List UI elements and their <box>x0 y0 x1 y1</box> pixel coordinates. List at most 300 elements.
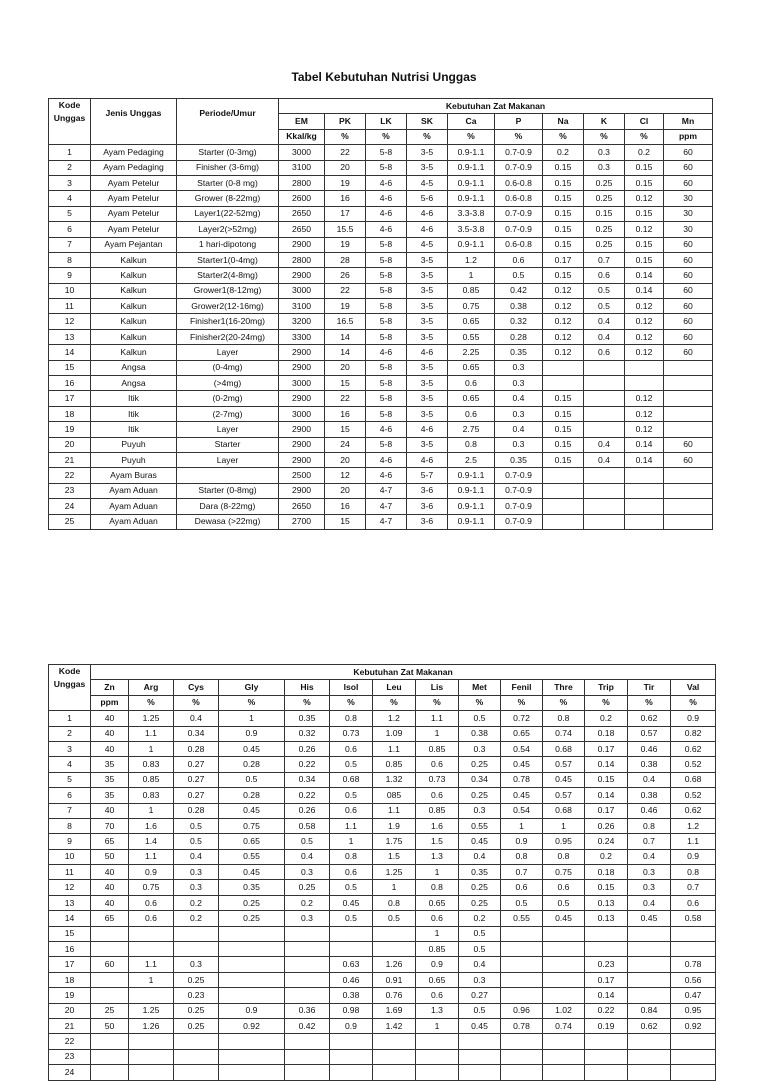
table-cell: 0.22 <box>585 1003 628 1018</box>
table-cell: 0.28 <box>495 329 543 344</box>
table-cell: 0.4 <box>495 391 543 406</box>
table-cell: 0.25 <box>459 788 501 803</box>
table-cell: Grower2(12-16mg) <box>177 299 279 314</box>
table-cell <box>91 972 129 987</box>
table-cell: (0-4mg) <box>177 360 279 375</box>
table-cell: Starter2(4-8mg) <box>177 268 279 283</box>
table-cell: 0.73 <box>330 726 373 741</box>
table-cell: Finisher (3-6mg) <box>177 160 279 175</box>
table-cell: 2800 <box>279 175 325 190</box>
table-cell: 0.4 <box>459 957 501 972</box>
table-cell <box>543 514 584 529</box>
table-cell: 40 <box>91 865 129 880</box>
table-cell: Dara (8-22mg) <box>177 499 279 514</box>
table-cell: 0.14 <box>625 283 664 298</box>
table-cell: 0.15 <box>543 222 584 237</box>
table-cell <box>584 376 625 391</box>
kode-cell: 5 <box>49 206 91 221</box>
table-cell: 0.4 <box>584 437 625 452</box>
table-cell <box>501 988 543 1003</box>
table-cell: 5-8 <box>366 283 407 298</box>
table-cell: 0.2 <box>543 145 584 160</box>
nutrition-table-2 <box>48 664 716 1081</box>
table-cell: 0.5 <box>543 895 585 910</box>
table-cell: 22 <box>325 145 366 160</box>
table-cell: 0.83 <box>129 788 174 803</box>
table-cell: 0.6 <box>330 803 373 818</box>
table-cell: 4-6 <box>407 222 448 237</box>
table-cell: 0.9-1.1 <box>448 237 495 252</box>
table-cell: 3000 <box>279 406 325 421</box>
table-row <box>49 772 716 787</box>
kode-cell: 10 <box>49 283 91 298</box>
table-cell <box>543 483 584 498</box>
table-cell: 0.24 <box>585 834 628 849</box>
table-cell: 2700 <box>279 514 325 529</box>
table-cell: 4-6 <box>366 345 407 360</box>
table-cell <box>543 1065 585 1080</box>
table-cell <box>664 483 713 498</box>
table-cell: 0.12 <box>543 329 584 344</box>
table-cell: Starter (0-8 mg) <box>177 175 279 190</box>
kode-cell: 14 <box>49 345 91 360</box>
table-row <box>49 299 713 314</box>
table-cell: 1.26 <box>129 1018 174 1033</box>
table-cell <box>330 1065 373 1080</box>
table-cell <box>285 1034 330 1049</box>
table-cell: Layer1(22-52mg) <box>177 206 279 221</box>
table-cell: 0.4 <box>584 329 625 344</box>
table-cell: 0.28 <box>174 741 219 756</box>
table-cell: 0.45 <box>219 741 285 756</box>
table-row <box>49 818 716 833</box>
table-cell: 25 <box>91 1003 129 1018</box>
table-row <box>49 757 716 772</box>
table-cell: 0.73 <box>416 772 459 787</box>
table-cell: 0.2 <box>459 911 501 926</box>
table-cell: 0.5 <box>330 880 373 895</box>
table-cell: 0.92 <box>671 1018 716 1033</box>
table-cell: 0.45 <box>330 895 373 910</box>
table-cell <box>671 942 716 957</box>
table-cell <box>625 468 664 483</box>
table-cell: 1 <box>330 834 373 849</box>
table-cell: 22 <box>325 283 366 298</box>
unit-header: % <box>366 129 407 144</box>
table-cell: 0.6 <box>584 345 625 360</box>
table-cell: 35 <box>91 757 129 772</box>
table-cell: 0.28 <box>219 788 285 803</box>
table-cell: 0.9-1.1 <box>448 514 495 529</box>
kode-cell: 10 <box>49 849 91 864</box>
table-cell: 5-8 <box>366 360 407 375</box>
kode-cell: 23 <box>49 1049 91 1064</box>
nutrient-header: SK <box>407 114 448 129</box>
table-cell <box>584 499 625 514</box>
table-cell <box>501 942 543 957</box>
kode-cell: 19 <box>49 988 91 1003</box>
kode-cell: 12 <box>49 880 91 895</box>
table-cell: 2.25 <box>448 345 495 360</box>
table-cell: 0.62 <box>671 803 716 818</box>
table-cell: 0.54 <box>501 741 543 756</box>
table-cell: 0.3 <box>459 741 501 756</box>
table-cell: 0.32 <box>495 314 543 329</box>
table-cell: 5-8 <box>366 376 407 391</box>
table-cell: 0.12 <box>625 422 664 437</box>
table-cell: 0.45 <box>501 788 543 803</box>
table-cell: 0.65 <box>219 834 285 849</box>
table-cell: 0.4 <box>174 711 219 726</box>
table-cell <box>129 1065 174 1080</box>
table-cell: 0.3 <box>584 145 625 160</box>
table-cell: 14 <box>325 345 366 360</box>
table-cell <box>330 1049 373 1064</box>
nutrient-header: Mn <box>664 114 713 129</box>
header-kode-unggas-2: Kode Unggas <box>49 665 91 711</box>
table-cell: 0.78 <box>671 957 716 972</box>
kode-cell: 20 <box>49 1003 91 1018</box>
table-cell: 17 <box>325 206 366 221</box>
table-cell: 0.23 <box>174 988 219 1003</box>
table-cell: 0.3 <box>459 803 501 818</box>
table-cell: 4-6 <box>407 345 448 360</box>
table-cell: 70 <box>91 818 129 833</box>
table-cell <box>628 988 671 1003</box>
table-cell <box>501 1034 543 1049</box>
unit-header: % <box>448 129 495 144</box>
kode-cell: 13 <box>49 895 91 910</box>
table-cell: 0.7-0.9 <box>495 206 543 221</box>
table-cell: 5-7 <box>407 468 448 483</box>
table-cell: 0.25 <box>174 1018 219 1033</box>
table-cell: 3-6 <box>407 514 448 529</box>
table-cell: 3-5 <box>407 145 448 160</box>
table-cell: 1.1 <box>373 803 416 818</box>
table-row <box>49 391 713 406</box>
table-row <box>49 849 716 864</box>
nutrient-header: Thre <box>543 680 585 695</box>
table-cell: 0.96 <box>501 1003 543 1018</box>
table-cell: 65 <box>91 834 129 849</box>
table-cell: 0.47 <box>671 988 716 1003</box>
table-cell: 0.5 <box>373 911 416 926</box>
table-cell: 0.45 <box>219 803 285 818</box>
table-cell: 0.34 <box>285 772 330 787</box>
table-cell: 0.5 <box>174 834 219 849</box>
table-cell: 0.76 <box>373 988 416 1003</box>
table-cell <box>330 942 373 957</box>
table-cell <box>129 926 174 941</box>
table-row <box>49 726 716 741</box>
table-cell: 4-6 <box>366 452 407 467</box>
table-cell: 15 <box>325 422 366 437</box>
kode-cell: 18 <box>49 972 91 987</box>
table-cell <box>543 376 584 391</box>
table-cell: 1.09 <box>373 726 416 741</box>
table-cell: 0.5 <box>330 757 373 772</box>
table-cell <box>416 1034 459 1049</box>
table-cell: 0.3 <box>628 880 671 895</box>
unit-header: % <box>330 695 373 710</box>
table-cell <box>628 942 671 957</box>
table-row <box>49 926 716 941</box>
nutrient-header: Met <box>459 680 501 695</box>
table-cell: Ayam Aduan <box>91 514 177 529</box>
table-cell: 0.15 <box>543 437 584 452</box>
table-cell <box>628 926 671 941</box>
table-cell: 35 <box>91 772 129 787</box>
unit-header: % <box>325 129 366 144</box>
table-cell: 0.14 <box>625 437 664 452</box>
table-row <box>49 880 716 895</box>
table-cell: 0.7-0.9 <box>495 514 543 529</box>
table-cell <box>91 942 129 957</box>
table-row <box>49 345 713 360</box>
table-cell: 0.45 <box>628 911 671 926</box>
table-cell: 1.9 <box>373 818 416 833</box>
table-cell: 0.95 <box>671 1003 716 1018</box>
table-cell <box>671 1034 716 1049</box>
table-cell: 4-7 <box>366 483 407 498</box>
table-cell: 0.85 <box>416 741 459 756</box>
table-cell: 0.45 <box>219 865 285 880</box>
table-cell: 1.6 <box>416 818 459 833</box>
table-cell: Kalkun <box>91 252 177 267</box>
table-cell: 0.65 <box>448 391 495 406</box>
table-cell: Puyuh <box>91 452 177 467</box>
table-cell: 085 <box>373 788 416 803</box>
table-cell: 0.75 <box>219 818 285 833</box>
table-cell <box>501 926 543 941</box>
table-cell: 1.5 <box>416 834 459 849</box>
header-jenis-unggas: Jenis Unggas <box>91 99 177 145</box>
table-cell: 0.8 <box>628 818 671 833</box>
kode-cell: 24 <box>49 1065 91 1080</box>
kode-cell: 22 <box>49 1034 91 1049</box>
table-cell: 4-6 <box>366 222 407 237</box>
unit-header: Kkal/kg <box>279 129 325 144</box>
table-row <box>49 988 716 1003</box>
kode-cell: 6 <box>49 788 91 803</box>
table-row <box>49 422 713 437</box>
table-cell: 0.36 <box>285 1003 330 1018</box>
table-cell: 4-6 <box>407 206 448 221</box>
kode-cell: 22 <box>49 468 91 483</box>
table-cell: 19 <box>325 237 366 252</box>
table-cell: 0.9-1.1 <box>448 191 495 206</box>
table-cell: 26 <box>325 268 366 283</box>
nutrient-header: P <box>495 114 543 129</box>
table-row <box>49 175 713 190</box>
table-cell: 0.38 <box>459 726 501 741</box>
table-row <box>49 972 716 987</box>
table-cell: 0.46 <box>628 741 671 756</box>
table-cell: 14 <box>325 329 366 344</box>
table-cell: 0.4 <box>584 452 625 467</box>
header-kebutuhan-zat-makanan-2: Kebutuhan Zat Makanan <box>91 665 716 680</box>
nutrient-header: Isol <box>330 680 373 695</box>
unit-header: % <box>174 695 219 710</box>
table-cell <box>625 499 664 514</box>
table-cell <box>664 406 713 421</box>
table-cell: 4-6 <box>407 452 448 467</box>
nutrient-header: EM <box>279 114 325 129</box>
table-cell: 0.46 <box>330 972 373 987</box>
table-cell <box>285 988 330 1003</box>
table-cell: 0.38 <box>628 788 671 803</box>
table-cell: 40 <box>91 880 129 895</box>
table-cell: 0.25 <box>584 175 625 190</box>
table-cell <box>416 1049 459 1064</box>
table-cell: 0.15 <box>625 252 664 267</box>
table-cell <box>373 1065 416 1080</box>
table-cell: 2900 <box>279 452 325 467</box>
table-cell <box>585 942 628 957</box>
kode-cell: 13 <box>49 329 91 344</box>
table-cell: 40 <box>91 803 129 818</box>
table-cell: 0.74 <box>543 1018 585 1033</box>
table-cell: 0.17 <box>585 741 628 756</box>
table-cell <box>219 1034 285 1049</box>
kode-cell: 7 <box>49 237 91 252</box>
table-cell: 1.75 <box>373 834 416 849</box>
table-cell: 0.78 <box>501 1018 543 1033</box>
table-cell: 0.85 <box>416 942 459 957</box>
table-cell <box>543 957 585 972</box>
table-cell: 0.65 <box>448 314 495 329</box>
table-cell <box>219 1065 285 1080</box>
table-cell <box>628 957 671 972</box>
table-row <box>49 468 713 483</box>
kode-cell: 17 <box>49 957 91 972</box>
table-cell: 4-6 <box>366 206 407 221</box>
table-cell: 0.18 <box>585 726 628 741</box>
table-cell: 0.78 <box>501 772 543 787</box>
table-cell: 0.6 <box>495 252 543 267</box>
table-cell: 5-8 <box>366 160 407 175</box>
table-cell: 0.6 <box>129 895 174 910</box>
table-cell: 1.2 <box>373 711 416 726</box>
table-cell: 0.12 <box>625 314 664 329</box>
table-cell: 24 <box>325 437 366 452</box>
table-cell: 20 <box>325 452 366 467</box>
table-cell: 0.38 <box>330 988 373 1003</box>
table-cell: 22 <box>325 391 366 406</box>
table-cell: 0.2 <box>174 911 219 926</box>
table-cell <box>628 1034 671 1049</box>
table-cell: 12 <box>325 468 366 483</box>
table-cell: Finisher2(20-24mg) <box>177 329 279 344</box>
table-cell <box>285 1065 330 1080</box>
table-cell: 1.6 <box>129 818 174 833</box>
table-cell: 3000 <box>279 376 325 391</box>
table-cell: 3-5 <box>407 160 448 175</box>
table-cell: 0.3 <box>174 957 219 972</box>
table-cell: 1.69 <box>373 1003 416 1018</box>
table-cell: 0.5 <box>219 772 285 787</box>
table-cell: 0.3 <box>628 865 671 880</box>
kode-cell: 9 <box>49 834 91 849</box>
table-cell: 0.2 <box>585 849 628 864</box>
table-cell: 2900 <box>279 483 325 498</box>
table-cell: 15.5 <box>325 222 366 237</box>
table-cell: 1.1 <box>129 726 174 741</box>
table-cell: 5-8 <box>366 437 407 452</box>
table-cell: 60 <box>664 175 713 190</box>
table-cell: 1.1 <box>129 957 174 972</box>
table-row <box>49 1018 716 1033</box>
table-cell: 0.9-1.1 <box>448 160 495 175</box>
table-cell: 0.75 <box>448 299 495 314</box>
table-cell: 0.5 <box>330 788 373 803</box>
table-cell: 0.57 <box>543 757 585 772</box>
table-cell: 1.1 <box>671 834 716 849</box>
table-cell: Kalkun <box>91 345 177 360</box>
table-cell: Ayam Buras <box>91 468 177 483</box>
table-cell: 0.7 <box>671 880 716 895</box>
table-cell: 0.7-0.9 <box>495 145 543 160</box>
table-cell: 16 <box>325 406 366 421</box>
table-cell: 0.14 <box>625 268 664 283</box>
table-cell: 0.75 <box>129 880 174 895</box>
table-cell: 0.5 <box>501 895 543 910</box>
table-cell <box>585 1034 628 1049</box>
table-cell: 0.27 <box>174 788 219 803</box>
nutrient-header: Cys <box>174 680 219 695</box>
table-cell: 0.15 <box>543 175 584 190</box>
table-cell <box>543 988 585 1003</box>
table-cell: 0.4 <box>628 895 671 910</box>
table-cell: Starter (0-8mg) <box>177 483 279 498</box>
kode-cell: 21 <box>49 452 91 467</box>
table-cell: Layer <box>177 452 279 467</box>
table-cell: 0.65 <box>501 726 543 741</box>
table-cell: 0.62 <box>628 1018 671 1033</box>
table-cell: Kalkun <box>91 314 177 329</box>
table-cell: 0.83 <box>129 757 174 772</box>
table-row <box>49 452 713 467</box>
table-cell: 20 <box>325 483 366 498</box>
table-cell: 1.1 <box>129 849 174 864</box>
table-cell: Ayam Petelur <box>91 175 177 190</box>
table-cell: 0.25 <box>459 757 501 772</box>
table-cell: 0.68 <box>543 741 585 756</box>
table-cell <box>628 972 671 987</box>
table-cell: 3200 <box>279 314 325 329</box>
table-cell: Grower1(8-12mg) <box>177 283 279 298</box>
table-cell <box>285 1049 330 1064</box>
table-cell: 0.62 <box>628 711 671 726</box>
table-cell <box>174 942 219 957</box>
table-row <box>49 1065 716 1080</box>
table-cell: 0.15 <box>543 206 584 221</box>
kode-cell: 1 <box>49 711 91 726</box>
kode-cell: 15 <box>49 360 91 375</box>
table-cell: 0.35 <box>495 452 543 467</box>
table-cell: 1.25 <box>129 711 174 726</box>
kode-cell: 20 <box>49 437 91 452</box>
kode-cell: 11 <box>49 299 91 314</box>
table-cell: 0.15 <box>584 206 625 221</box>
table-cell: 30 <box>664 191 713 206</box>
table-row <box>49 483 713 498</box>
table-cell: 0.55 <box>448 329 495 344</box>
table-cell: 0.8 <box>416 880 459 895</box>
table-cell: 0.6-0.8 <box>495 191 543 206</box>
unit-header: % <box>416 695 459 710</box>
table-cell: 0.4 <box>459 849 501 864</box>
